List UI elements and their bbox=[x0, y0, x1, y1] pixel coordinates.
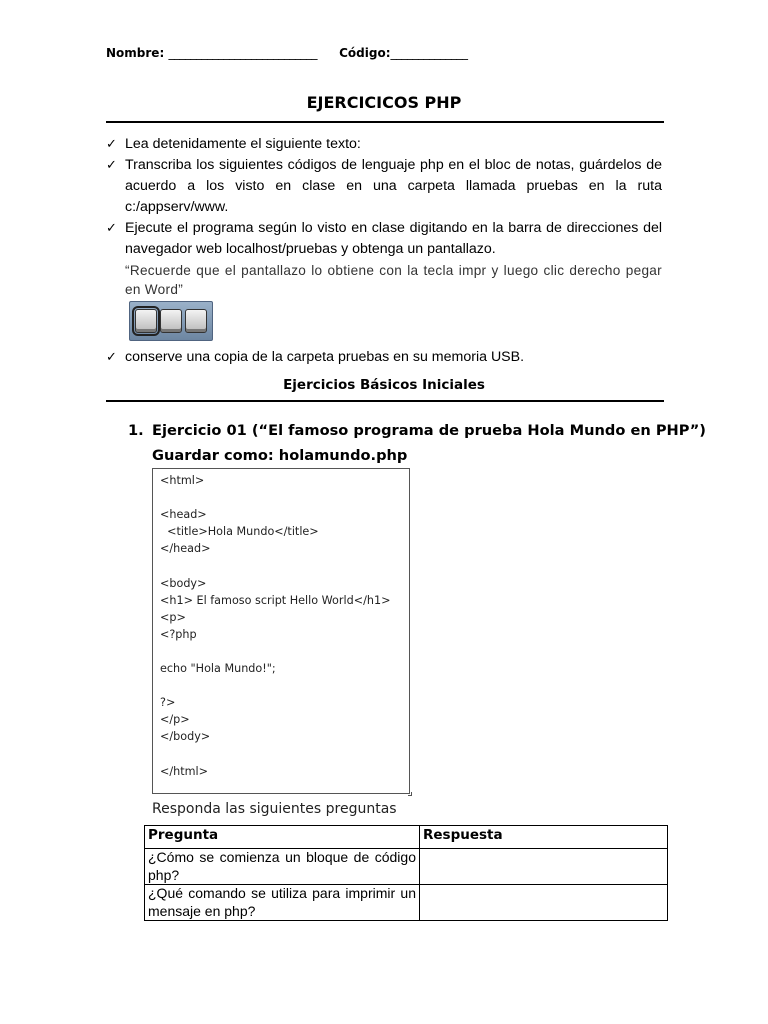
table-row bbox=[145, 849, 668, 885]
instructions-list bbox=[106, 134, 662, 368]
header-fields bbox=[106, 46, 468, 60]
instruction-item bbox=[106, 155, 662, 218]
answer-cell[interactable] bbox=[420, 885, 668, 921]
instruction-text: Lea detenidamente el siguiente texto: bbox=[125, 136, 361, 152]
code-listing bbox=[152, 468, 410, 794]
code-label: Código: bbox=[339, 46, 391, 60]
keyboard-keys-image bbox=[129, 301, 213, 341]
name-label: Nombre: bbox=[106, 46, 165, 60]
questions-table bbox=[144, 825, 668, 921]
box-corner-mark bbox=[408, 792, 412, 796]
exercise-number: 1. bbox=[128, 422, 144, 439]
question-cell: ¿Qué comando se utiliza para imprimir un mensaje en php? bbox=[145, 885, 420, 921]
screenshot-note: “Recuerde que el pantallazo lo obtiene con la tecla impr y luego clic derecho pegar en Word” bbox=[125, 263, 662, 297]
section-divider bbox=[106, 400, 664, 402]
page-title: EJERCICICOS PHP bbox=[306, 93, 462, 112]
pause-key-icon bbox=[185, 309, 207, 333]
section-title: Ejercicios Básicos Iniciales bbox=[283, 377, 485, 393]
answer-cell[interactable] bbox=[420, 849, 668, 885]
table-header-row bbox=[145, 826, 668, 849]
checkmark-icon: ✓ bbox=[106, 158, 117, 173]
table-row bbox=[145, 885, 668, 921]
instruction-item bbox=[106, 218, 662, 341]
checkmark-icon: ✓ bbox=[106, 350, 117, 365]
code-text: <html> <head> <title>Hola Mundo</title> </head> <body> <h1> El famoso script Hello World</h1> <p> <?php echo "Hola Mundo!"; ?> </p> </body> </html> bbox=[160, 474, 391, 778]
column-header-question: Pregunta bbox=[145, 826, 420, 849]
instruction-text: conserve una copia de la carpeta pruebas en su memoria USB. bbox=[125, 349, 525, 365]
print-screen-key-icon bbox=[135, 309, 157, 333]
questions-title: Responda las siguientes preguntas bbox=[152, 801, 397, 817]
question-cell: ¿Cómo se comienza un bloque de código php? bbox=[145, 849, 420, 885]
checkmark-icon: ✓ bbox=[106, 221, 117, 236]
exercise-title: Ejercicio 01 (“El famoso programa de prueba Hola Mundo en PHP”) bbox=[152, 422, 706, 439]
scroll-lock-key-icon bbox=[160, 309, 182, 333]
checkmark-icon: ✓ bbox=[106, 137, 117, 152]
column-header-answer: Respuesta bbox=[420, 826, 668, 849]
instruction-item bbox=[106, 134, 662, 155]
code-line: ______________ bbox=[390, 46, 468, 60]
title-divider bbox=[106, 121, 664, 123]
instruction-item bbox=[106, 347, 662, 368]
exercise-save-as: Guardar como: holamundo.php bbox=[152, 447, 408, 464]
name-line: ___________________________ bbox=[168, 46, 317, 60]
instruction-text: Transcriba los siguientes códigos de lenguaje php en el bloc de notas, guárdelos de acuerdo a los visto en clase en una carpeta llamada pruebas en la ruta c:/appserv/www. bbox=[125, 157, 662, 215]
instruction-text: Ejecute el programa según lo visto en clase digitando en la barra de direcciones del navegador web localhost/pruebas y obtenga un pantallazo. bbox=[125, 220, 662, 257]
exercise-heading bbox=[128, 418, 706, 468]
